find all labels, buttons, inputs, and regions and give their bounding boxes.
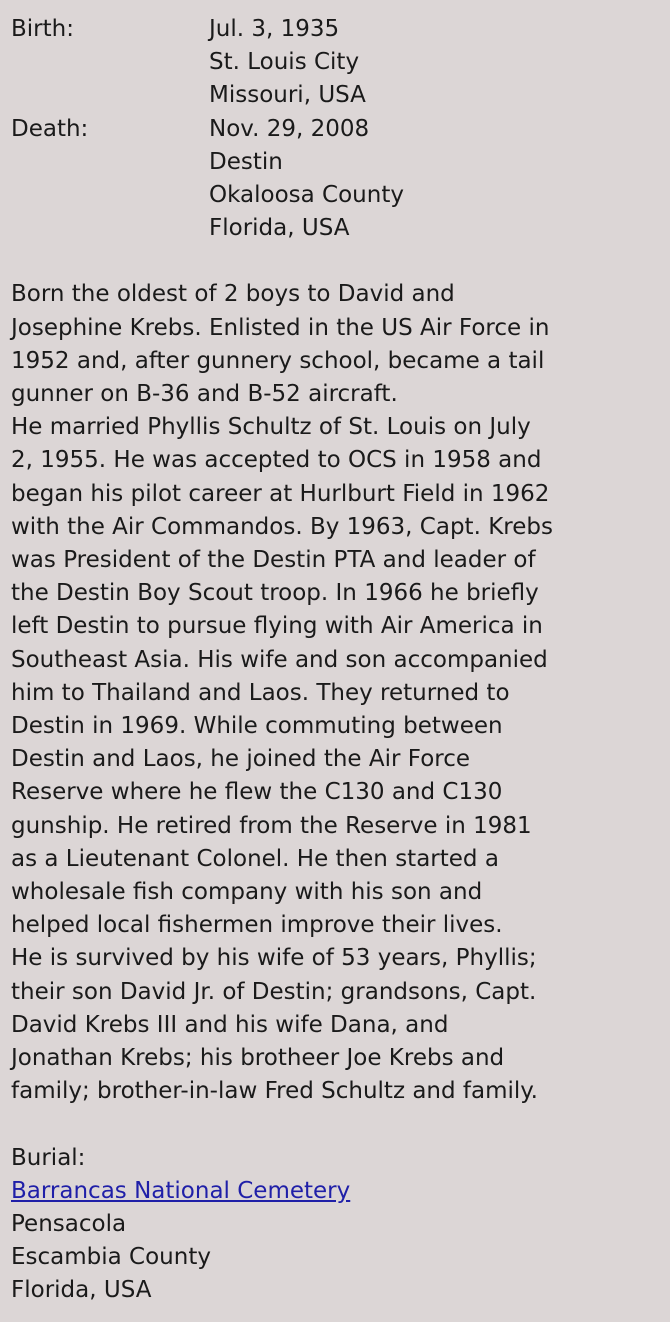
death-city: Destin — [209, 148, 283, 175]
birth-date: Jul. 3, 1935 — [209, 16, 340, 42]
bio-line: helped local fishermen improve their lives. — [11, 912, 503, 939]
bio-line: with the Air Commandos. By 1963, Capt. Krebs — [11, 513, 553, 540]
burial-city: Pensacola — [11, 1210, 127, 1237]
bio-line: Destin in 1969. While commuting between — [11, 713, 503, 740]
bio-line: was President of the Destin PTA and leader of — [11, 547, 536, 574]
death-state: Florida, USA — [209, 215, 350, 242]
birth-section — [11, 13, 670, 113]
bio-line: Jonathan Krebs; his brotheer Joe Krebs and — [11, 1045, 505, 1072]
death-label: Death: — [11, 115, 89, 142]
bio-line: him to Thailand and Laos. They returned to — [11, 679, 510, 706]
death-details — [209, 113, 404, 246]
bio-line: gunship. He retired from the Reserve in 1981 — [11, 812, 532, 839]
bio-line: the Destin Boy Scout troop. In 1966 he briefly — [11, 580, 539, 607]
bio-line: David Krebs III and his wife Dana, and — [11, 1011, 449, 1038]
bio-line: Southeast Asia. His wife and son accompanied — [11, 646, 548, 673]
bio-line: Josephine Krebs. Enlisted in the US Air Force in — [11, 314, 550, 341]
bio-line: their son David Jr. of Destin; grandsons, Capt. — [11, 978, 537, 1005]
burial-county: Escambia County — [11, 1244, 211, 1271]
bio-line: 1952 and, after gunnery school, became a tail — [11, 347, 545, 374]
bio-line: Reserve where he flew the C130 and C130 — [11, 779, 503, 806]
bio-line: left Destin to pursue flying with Air America in — [11, 613, 543, 640]
bio-line: Destin and Laos, he joined the Air Force — [11, 746, 471, 773]
birth-label: Birth: — [11, 16, 74, 42]
bio-line: 2, 1955. He was accepted to OCS in 1958 and — [11, 447, 542, 474]
bio-line: He is survived by his wife of 53 years, Phyllis; — [11, 945, 537, 972]
bio-line: wholesale fish company with his son and — [11, 879, 483, 906]
burial-state: Florida, USA — [11, 1277, 152, 1304]
birth-city: St. Louis City — [209, 49, 360, 76]
burial-label: Burial: — [11, 1144, 86, 1171]
cemetery-link[interactable]: Barrancas National Cemetery — [11, 1177, 351, 1204]
death-county: Okaloosa County — [209, 182, 404, 209]
burial-section — [11, 1142, 670, 1308]
death-section — [11, 113, 670, 246]
bio-line: He married Phyllis Schultz of St. Louis on July — [11, 414, 531, 441]
birth-details — [209, 13, 366, 113]
bio-line: gunner on B-36 and B-52 aircraft. — [11, 381, 398, 408]
death-date: Nov. 29, 2008 — [209, 115, 370, 142]
birth-state: Missouri, USA — [209, 82, 366, 109]
bio-line: Born the oldest of 2 boys to David and — [11, 281, 455, 308]
bio-line: as a Lieutenant Colonel. He then started a — [11, 845, 499, 872]
biography — [11, 278, 663, 1108]
bio-line: family; brother-in-law Fred Schultz and family. — [11, 1078, 538, 1105]
bio-line: began his pilot career at Hurlburt Field in 1962 — [11, 480, 550, 507]
